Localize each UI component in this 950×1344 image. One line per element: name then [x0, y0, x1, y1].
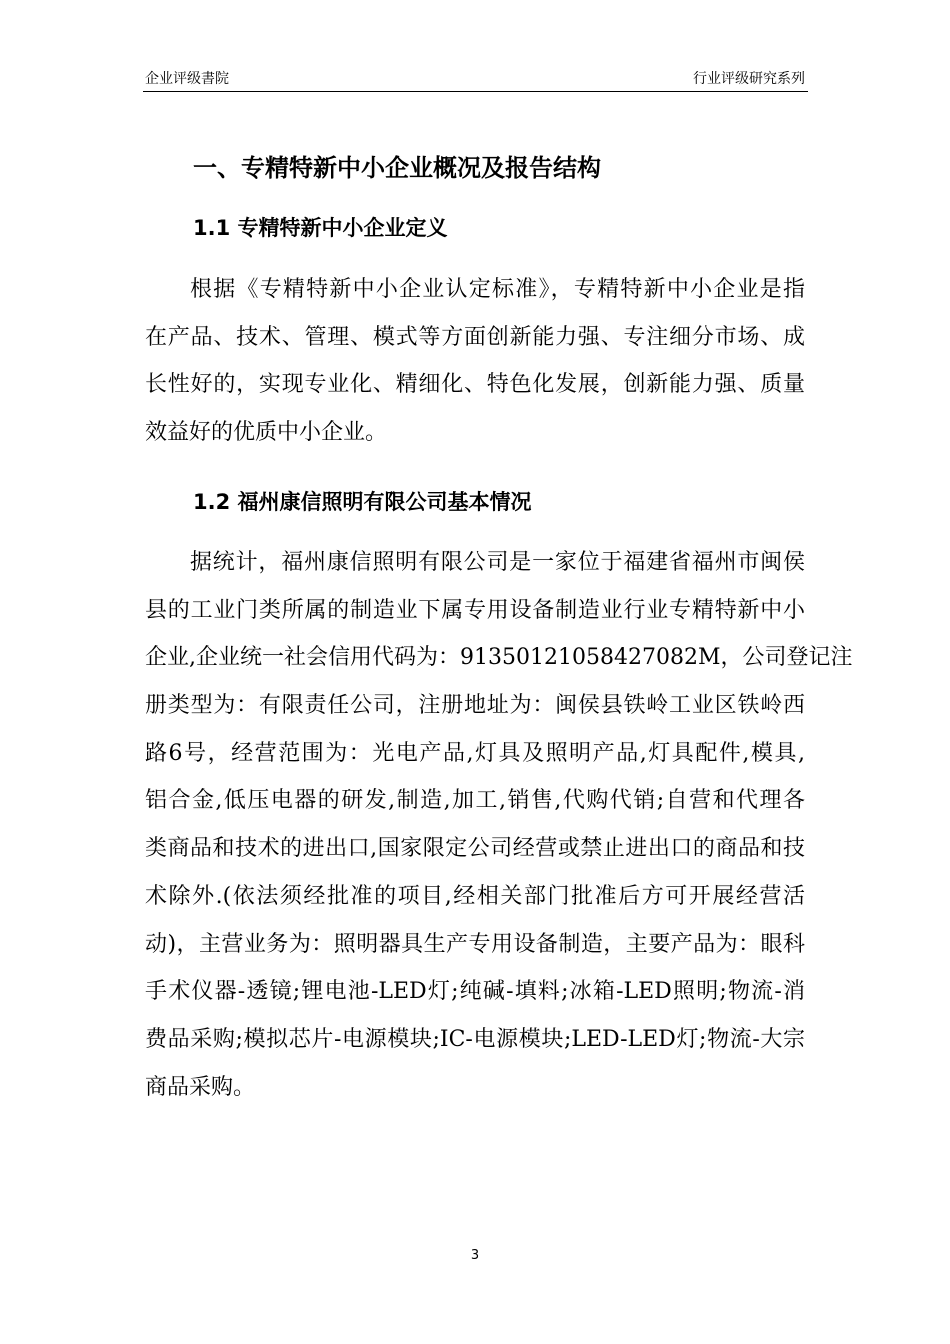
paragraph-line: 在产品、技术、管理、模式等方面创新能力强、专注细分市场、成 — [145, 324, 805, 350]
paragraph-line: 铝合金,低压电器的研发,制造,加工,销售,代购代销;自营和代理各 — [145, 788, 805, 814]
paragraph-company-info — [145, 539, 853, 1111]
paragraph-line: 类商品和技术的进出口,国家限定公司经营或禁止进出口的商品和技 — [145, 836, 805, 862]
paragraph-line: 效益好的优质中小企业。 — [145, 420, 388, 446]
header-right: 行业评级研究系列 — [693, 71, 805, 87]
subsection-title-1-1: 1.1 专精特新中小企业定义 — [193, 216, 448, 240]
paragraph-line: 商品采购。 — [145, 1074, 256, 1100]
paragraph-line: 据统计，福州康信照明有限公司是一家位于福建省福州市闽侯 — [190, 550, 805, 575]
subsection-title-1-2: 1.2 福州康信照明有限公司基本情况 — [193, 490, 532, 514]
paragraph-line: 企业,企业统一社会信用代码为：91350121058427082M，公司登记注 — [145, 645, 853, 671]
header-left: 企业评级書院 — [145, 71, 229, 87]
paragraph-line: 册类型为：有限责任公司，注册地址为：闽侯县铁岭工业区铁岭西 — [145, 693, 805, 719]
paragraph-line: 根据《专精特新中小企业认定标准》，专精特新中小企业是指 — [190, 277, 805, 302]
page-number: 3 — [470, 1248, 480, 1263]
paragraph-line: 术除外.(依法须经批准的项目,经相关部门批准后方可开展经营活 — [145, 883, 805, 909]
paragraph-line: 动)，主营业务为：照明器具生产专用设备制造，主要产品为：眼科 — [145, 931, 805, 957]
paragraph-line: 费品采购;模拟芯片-电源模块;IC-电源模块;LED-LED灯;物流-大宗 — [145, 1026, 805, 1052]
paragraph-line: 路6号，经营范围为：光电产品,灯具及照明产品,灯具配件,模具, — [145, 740, 805, 766]
paragraph-line: 县的工业门类所属的制造业下属专用设备制造业行业专精特新中小 — [145, 597, 805, 623]
paragraph-line: 长性好的，实现专业化、精细化、特色化发展，创新能力强、质量 — [145, 372, 805, 398]
paragraph-definition — [145, 266, 805, 457]
paragraph-line: 手术仪器-透镜;锂电池-LED灯;纯碱-填料;冰箱-LED照明;物流-消 — [145, 979, 805, 1005]
header-divider — [143, 91, 808, 92]
section-title: 一、专精特新中小企业概况及报告结构 — [193, 154, 601, 182]
